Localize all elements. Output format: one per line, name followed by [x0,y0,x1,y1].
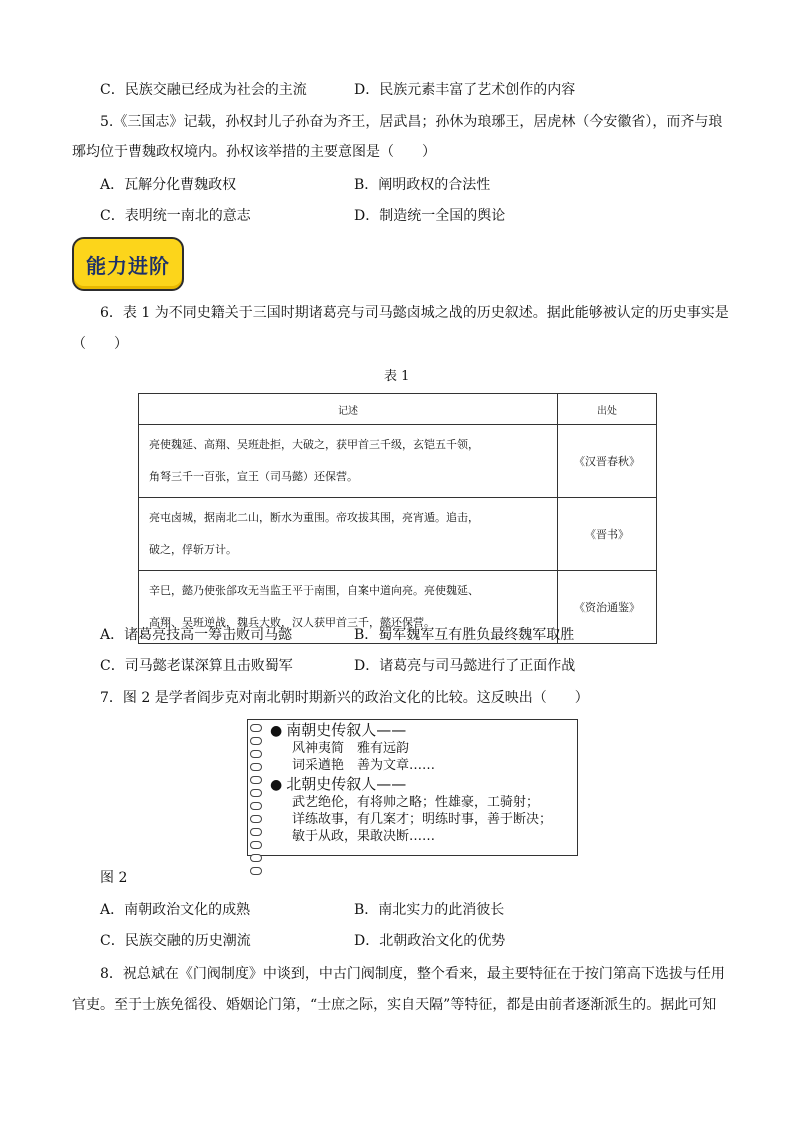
south-heading: 南朝史传叙人—— [286,721,407,739]
table-cell-record [139,498,558,571]
figure-caption: 图 2 [100,870,128,886]
ring-icon [250,828,262,836]
ring-icon [250,815,262,823]
table-cell-source: 《资治通鉴》 [558,571,657,644]
table-header-source: 出处 [558,394,657,425]
q5-stem-line2: 琊均位于曹魏政权境内。孙权该举措的主要意图是（ ） [72,144,436,160]
table-cell-record [139,425,558,498]
q7-stem: 7．图 2 是学者阎步克对南北朝时期新兴的政治文化的比较。这反映出（ ） [100,690,589,706]
ring-icon [250,841,262,849]
ring-icon [250,802,262,810]
north-heading: 北朝史传叙人—— [286,775,407,793]
table-cell-source: 《汉晋春秋》 [558,425,657,498]
section-badge-label: 能力进阶 [86,253,170,278]
record-line: 亮屯卤城，据南北二山，断水为重围。帝攻拔其围，亮宵遁。追击， [149,511,479,524]
q7-option-c: C．民族交融的历史潮流 [100,933,251,949]
record-line: 角弩三千一百张，宣王（司马懿）还保营。 [149,470,358,483]
south-line: 词采遒艳 善为文章…… [292,758,436,773]
q7-option-b: B．南北实力的此消彼长 [354,902,505,918]
notebook-text [270,722,552,845]
table-header-record: 记述 [139,394,558,425]
q4-option-c: C．民族交融已经成为社会的主流 [100,82,307,98]
q4-option-d: D．民族元素丰富了艺术创作的内容 [354,82,576,98]
record-line: 辛巳，懿乃使张郃攻无当监王平于南围，自案中道向亮。亮使魏延、 [149,584,479,597]
history-table [138,393,657,644]
table-row [139,498,657,571]
q5-option-c: C．表明统一南北的意志 [100,208,251,224]
table-header-row [139,394,657,425]
q7-option-d: D．北朝政治文化的优势 [354,933,506,949]
ring-icon [250,737,262,745]
q8-stem-line1: 8．祝总斌在《门阀制度》中谈到，中古门阀制度，整个看来，最主要特征在于按门第高下选拔与任用 [100,966,725,982]
record-line: 破之，俘斩万计。 [149,543,237,556]
q6-option-c: C．司马懿老谋深算且击败蜀军 [100,658,293,674]
table-cell-source: 《晋书》 [558,498,657,571]
ring-icon [250,724,262,732]
q6-option-d: D．诸葛亮与司马懿进行了正面作战 [354,658,576,674]
north-line: 敏于从政，果敢决断…… [292,829,436,844]
ring-icon [250,789,262,797]
table-row [139,425,657,498]
section-badge [72,237,184,291]
record-line: 亮使魏延、高翔、吴班赴拒，大破之，获甲首三千级，玄铠五千领， [149,438,479,451]
ring-icon [250,776,262,784]
bullet-icon: ● [270,723,283,739]
q6-stem-line1: 6．表 1 为不同史籍关于三国时期诸葛亮与司马懿卤城之战的历史叙述。据此能够被认定的历史事实是 [100,305,729,321]
table-caption: 表 1 [384,369,410,384]
notebook-figure [247,719,578,856]
q8-stem-line2: 官吏。至于士族免徭役、婚姻论门第，“士庶之际，实自天隔”等特征，都是由前者逐渐派生的。据此可知 [72,997,717,1013]
ring-icon [250,750,262,758]
north-line: 武艺绝伦，有将帅之略；性雄豪，工骑射； [292,795,540,810]
ring-icon [250,763,262,771]
q5-option-a: A．瓦解分化曹魏政权 [100,177,237,193]
q5-stem-line1: 5.《三国志》记载，孙权封儿子孙奋为齐王，居武昌；孙休为琅琊王，居虎林（今安徽省），而齐与琅 [100,114,723,130]
q6-option-a: A．诸葛亮技高一筹击败司马懿 [100,627,293,643]
q5-option-d: D．制造统一全国的舆论 [354,208,506,224]
spiral-binding [250,724,264,880]
ring-icon [250,854,262,862]
ring-icon [250,867,262,875]
bullet-icon: ● [270,777,283,793]
record-line: 高翔、吴班逆战，魏兵大败，汉人获甲首三千，懿还保营。 [149,616,435,629]
north-line: 详练故事，有几案才；明练时事，善于断决； [292,812,553,827]
q6-stem-line2: （ ） [72,336,128,352]
q5-option-b: B．阐明政权的合法性 [354,177,491,193]
q6-option-b: B．蜀军魏军互有胜负最终魏军取胜 [354,627,575,643]
south-line: 风神夷简 雅有远韵 [292,741,410,756]
q7-option-a: A．南朝政治文化的成熟 [100,902,251,918]
